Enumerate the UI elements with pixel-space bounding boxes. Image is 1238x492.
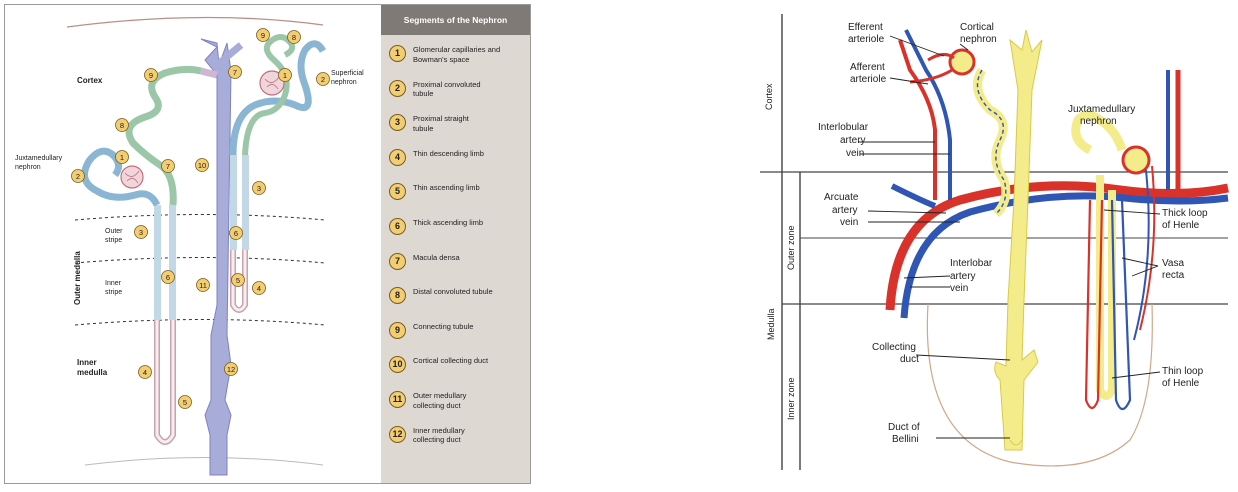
cortical-nephron-label-1: Cortical xyxy=(960,22,994,33)
outer-inner-medulla-boundary xyxy=(75,320,325,326)
vasa-recta-label-2: recta xyxy=(1162,270,1185,281)
segment-name xyxy=(413,80,525,99)
segment-marker-number: 6 xyxy=(233,229,239,238)
thin-loop-label-1: Thin loop xyxy=(1162,366,1204,377)
interlobular-artery xyxy=(900,40,935,200)
segment-name-line: Distal convoluted tubule xyxy=(413,287,493,297)
outer-medulla-label: Outer medulla xyxy=(73,251,82,305)
duct-bellini-label-2: Bellini xyxy=(892,434,919,445)
segment-name-line: Thick ascending limb xyxy=(413,218,484,227)
segment-name xyxy=(413,114,525,133)
superficial-label-1: Superficial xyxy=(331,70,364,77)
juxtamedullary-label-1: Juxtamedullary xyxy=(15,155,63,162)
legend-row xyxy=(389,387,529,417)
cortical-nephron-label-2: nephron xyxy=(960,34,997,45)
cortical-glomerulus xyxy=(950,50,974,74)
medulla-label: Medulla xyxy=(766,308,776,340)
thick-loop-label-1: Thick loop xyxy=(1162,208,1208,219)
segment-name xyxy=(413,356,525,366)
segment-marker-number: 9 xyxy=(260,31,266,40)
legend-row xyxy=(389,41,529,71)
inner-medulla-label-1: Inner xyxy=(77,358,97,367)
segment-number-badge: 3 xyxy=(389,114,406,131)
segment-name xyxy=(413,391,525,410)
segment-name-line: Cortical collecting duct xyxy=(413,356,489,366)
superficial-distal-convoluted xyxy=(245,37,292,155)
segment-marker-number: 7 xyxy=(232,68,238,77)
outer-stripe-label-2: stripe xyxy=(105,237,123,244)
segment-marker-number: 5 xyxy=(182,398,188,407)
segment-marker-number: 2 xyxy=(320,75,326,84)
segment-name xyxy=(413,287,525,297)
interlobular-vein-label: vein xyxy=(846,148,865,159)
efferent-label-2: arteriole xyxy=(848,34,885,45)
segment-name-line: Thin ascending limb xyxy=(413,183,480,193)
duct-bellini-label-1: Duct of xyxy=(888,422,920,433)
segment-number-badge: 10 xyxy=(389,356,406,373)
segment-marker-number: 4 xyxy=(142,368,148,377)
segment-number-badge: 8 xyxy=(389,287,406,304)
segment-number-badge: 9 xyxy=(389,322,406,339)
segment-name xyxy=(413,149,525,159)
papilla-outline xyxy=(927,304,1152,466)
thin-loop-label-2: of Henle xyxy=(1162,378,1200,389)
afferent-label-1: Afferent xyxy=(850,62,885,73)
segment-marker-number: 12 xyxy=(226,365,236,374)
segment-marker-number: 6 xyxy=(165,273,171,282)
segment-name-line: Macula densa xyxy=(413,252,460,262)
segment-name-line: tubule xyxy=(413,123,434,133)
segment-marker-number: 1 xyxy=(119,153,125,162)
segment-marker-number: 1 xyxy=(282,71,288,80)
segment-marker-number: 9 xyxy=(148,71,154,80)
juxtamedullary-straight-tubule xyxy=(154,205,161,320)
cortex-label: Cortex xyxy=(77,76,103,85)
segment-name-line: Inner medullary xyxy=(413,425,465,435)
segment-name-line: Thin descending limb xyxy=(413,148,484,158)
superficial-thick-ascending xyxy=(242,155,249,250)
interlobar-label: Interlobar xyxy=(950,258,993,269)
collecting-duct xyxy=(995,30,1042,450)
segment-name-line: Connecting tubule xyxy=(413,321,474,331)
segment-number-badge: 6 xyxy=(389,218,406,235)
interlobular-label: Interlobular xyxy=(818,122,869,133)
segment-marker-number: 3 xyxy=(256,184,262,193)
juxtamedullary-glomerulus xyxy=(1123,147,1149,173)
inner-stripe-label-2: stripe xyxy=(105,289,123,296)
legend-row xyxy=(389,422,529,452)
segment-number-badge: 12 xyxy=(389,426,406,443)
segment-number-badge: 7 xyxy=(389,253,406,270)
inner-stripe-label-1: Inner xyxy=(105,280,121,287)
efferent-label-1: Efferent xyxy=(848,22,883,33)
arcuate-artery-label: artery xyxy=(832,205,858,216)
segments-legend xyxy=(381,5,530,483)
arcuate-vein-label: vein xyxy=(840,217,859,228)
outer-inner-stripe-boundary xyxy=(75,258,325,264)
segment-name xyxy=(413,426,525,445)
legend-row xyxy=(389,249,529,279)
segment-marker-number: 8 xyxy=(291,33,297,42)
segment-name-line: Proximal convoluted xyxy=(413,79,481,89)
segment-number-badge: 11 xyxy=(389,391,406,408)
inner-medulla-label-2: medulla xyxy=(77,368,108,377)
juxtamedullary-glomerulus xyxy=(121,166,143,188)
segment-number-badge: 5 xyxy=(389,183,406,200)
juxtamedullary-label-2: nephron xyxy=(1080,116,1117,127)
outer-stripe-label-1: Outer xyxy=(105,228,123,235)
segment-marker-number: 2 xyxy=(75,172,81,181)
vasa-recta-label-1: Vasa xyxy=(1162,258,1185,269)
segment-name-line: Proximal straight xyxy=(413,114,469,124)
segment-name xyxy=(413,45,525,64)
inner-zone-label: Inner zone xyxy=(786,377,796,420)
segment-number-badge: 4 xyxy=(389,149,406,166)
juxtamedullary-thick-ascending xyxy=(169,205,176,320)
kidney-capsule-line xyxy=(67,17,323,27)
segment-marker-number: 11 xyxy=(199,281,207,290)
segment-name-line: Outer medullary xyxy=(413,391,467,400)
renal-vasculature-diagram xyxy=(760,0,1236,492)
segment-name-line: Bowman's space xyxy=(413,54,470,64)
legend-row xyxy=(389,179,529,209)
legend-row xyxy=(389,110,529,140)
juxtamedullary-label-1: Juxtamedullary xyxy=(1068,104,1136,115)
segment-name xyxy=(413,183,525,193)
legend-row xyxy=(389,214,529,244)
segment-markers xyxy=(72,29,330,409)
segment-name-line: collecting duct xyxy=(413,400,461,410)
segment-marker-number: 3 xyxy=(138,228,144,237)
segment-marker-number: 4 xyxy=(256,284,262,293)
segment-name-line: collecting duct xyxy=(413,435,461,445)
collecting-duct xyxy=(201,39,231,475)
arcuate-label: Arcuate xyxy=(824,192,859,203)
legend-title: Segments of the Nephron xyxy=(381,5,530,35)
legend-row xyxy=(389,76,529,106)
nephron-segments-figure xyxy=(4,4,531,484)
legend-row xyxy=(389,318,529,348)
cortex-medulla-boundary xyxy=(75,215,325,221)
segment-name xyxy=(413,253,525,263)
superficial-label-2: nephron xyxy=(331,79,357,86)
thick-loop-label-2: of Henle xyxy=(1162,220,1200,231)
segment-number-badge: 1 xyxy=(389,45,406,62)
collecting-duct-label-1: Collecting xyxy=(872,342,916,353)
interlobar-vein-label: vein xyxy=(950,283,969,294)
papilla-line xyxy=(85,458,323,466)
segment-name-line: tubule xyxy=(413,89,434,99)
interlobar-artery-label: artery xyxy=(950,271,976,282)
legend-row xyxy=(389,145,529,175)
segment-name xyxy=(413,322,525,332)
segment-name-line: Glomerular capillaries and xyxy=(413,45,501,54)
afferent-label-2: arteriole xyxy=(850,74,887,85)
segment-marker-number: 7 xyxy=(165,162,171,171)
right-cortex-label: Cortex xyxy=(764,83,774,110)
segment-name xyxy=(413,218,525,228)
segment-marker-number: 10 xyxy=(197,161,207,170)
segment-marker-number: 5 xyxy=(235,276,241,285)
interlobular-artery-label: artery xyxy=(840,135,866,146)
juxtamedullary-label-2: nephron xyxy=(15,164,41,171)
collecting-duct-label-2: duct xyxy=(900,354,919,365)
segment-marker-number: 8 xyxy=(119,121,125,130)
segment-number-badge: 2 xyxy=(389,80,406,97)
legend-row xyxy=(389,283,529,313)
legend-row xyxy=(389,352,529,382)
outer-zone-label: Outer zone xyxy=(786,225,796,270)
